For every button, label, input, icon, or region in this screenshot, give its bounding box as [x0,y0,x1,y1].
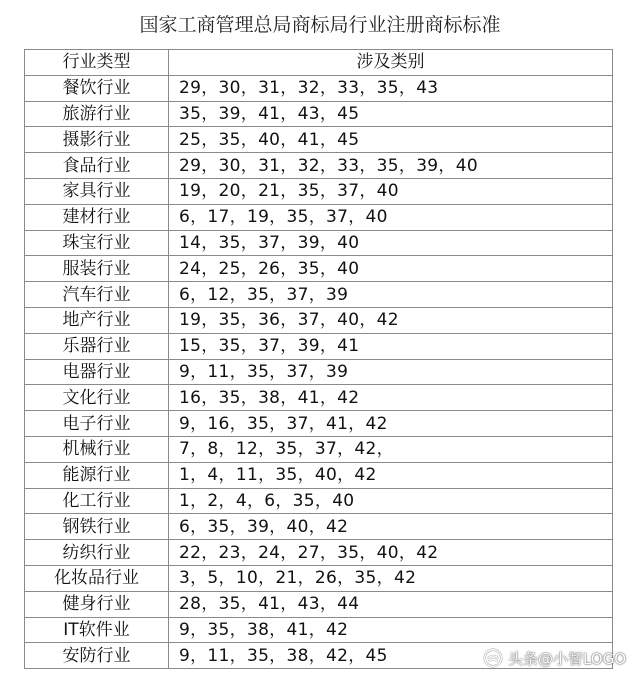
industry-type-cell: 建材行业 [25,204,169,230]
table-body [25,75,613,668]
classes-cell: 6，35，39，40，42 [169,514,613,540]
header-classes: 涉及类别 [169,50,613,76]
table-row [25,153,613,179]
classes-cell: 9，35，38，41，42 [169,617,613,643]
table-row [25,591,613,617]
industry-type-cell: 食品行业 [25,153,169,179]
classes-cell: 9，16，35，37，41，42 [169,411,613,437]
industry-type-cell: 安防行业 [25,643,169,669]
classes-cell: 9，11，35，37，39 [169,359,613,385]
table-row [25,333,613,359]
classes-cell: 25，35，40，41，45 [169,127,613,153]
classes-cell: 35，39，41，43，45 [169,101,613,127]
classes-cell: 6，12，35，37，39 [169,282,613,308]
industry-type-cell: 化工行业 [25,488,169,514]
classes-cell: 24，25，26，35，40 [169,256,613,282]
table-row [25,127,613,153]
industry-type-cell: 汽车行业 [25,282,169,308]
table-row [25,256,613,282]
table-row [25,436,613,462]
page-title: 国家工商管理总局商标局行业注册商标标准 [139,14,501,36]
table-row [25,282,613,308]
classes-cell: 6，17，19，35，37，40 [169,204,613,230]
industry-type-cell: 化妆品行业 [25,565,169,591]
industry-type-cell: 钢铁行业 [25,514,169,540]
industry-type-cell: 健身行业 [25,591,169,617]
industry-type-cell: 电子行业 [25,411,169,437]
classes-cell: 28，35，41，43，44 [169,591,613,617]
industry-type-cell: 家具行业 [25,178,169,204]
industry-type-cell: 餐饮行业 [25,75,169,101]
table-row [25,514,613,540]
classes-cell: 19，35，36，37，40，42 [169,307,613,333]
table-row [25,617,613,643]
table-row [25,75,613,101]
table-row [25,178,613,204]
classes-cell: 7，8，12，35，37，42， [169,436,613,462]
classes-cell: 22，23，24，27，35，40，42 [169,540,613,566]
toutiao-logo-icon [482,647,504,669]
classes-cell: 3，5，10，21，26，35，42 [169,565,613,591]
table-row [25,359,613,385]
industry-type-cell: IT软件业 [25,617,169,643]
table-row [25,230,613,256]
table-row [25,540,613,566]
table-row [25,204,613,230]
industry-type-cell: 地产行业 [25,307,169,333]
classes-cell: 15，35，37，39，41 [169,333,613,359]
table-row [25,462,613,488]
industry-type-cell: 服装行业 [25,256,169,282]
industry-type-cell: 纺织行业 [25,540,169,566]
industry-type-cell: 机械行业 [25,436,169,462]
industry-type-cell: 旅游行业 [25,101,169,127]
classes-cell: 19，20，21，35，37，40 [169,178,613,204]
classes-cell: 16，35，38，41，42 [169,385,613,411]
table-row [25,565,613,591]
table-row [25,488,613,514]
industry-type-cell: 电器行业 [25,359,169,385]
table-row [25,101,613,127]
classes-cell: 9，11，35，38，42，45 [169,643,613,669]
table-header-row [25,50,613,76]
table-row [25,385,613,411]
table-row [25,307,613,333]
table-row [25,411,613,437]
industry-type-cell: 乐器行业 [25,333,169,359]
industry-type-cell: 能源行业 [25,462,169,488]
classes-cell: 29，30，31，32，33，35，43 [169,75,613,101]
industry-type-cell: 珠宝行业 [25,230,169,256]
watermark [482,647,626,669]
industry-type-cell: 摄影行业 [25,127,169,153]
classes-cell: 29，30，31，32，33，35，39，40 [169,153,613,179]
classes-cell: 14，35，37，39，40 [169,230,613,256]
header-industry-type: 行业类型 [25,50,169,76]
industry-class-table [24,49,613,669]
industry-type-cell: 文化行业 [25,385,169,411]
watermark-text: 头条@小智LOGO [507,649,626,668]
classes-cell: 1，2，4，6，35，40 [169,488,613,514]
classes-cell: 1，4，11，35，40，42 [169,462,613,488]
